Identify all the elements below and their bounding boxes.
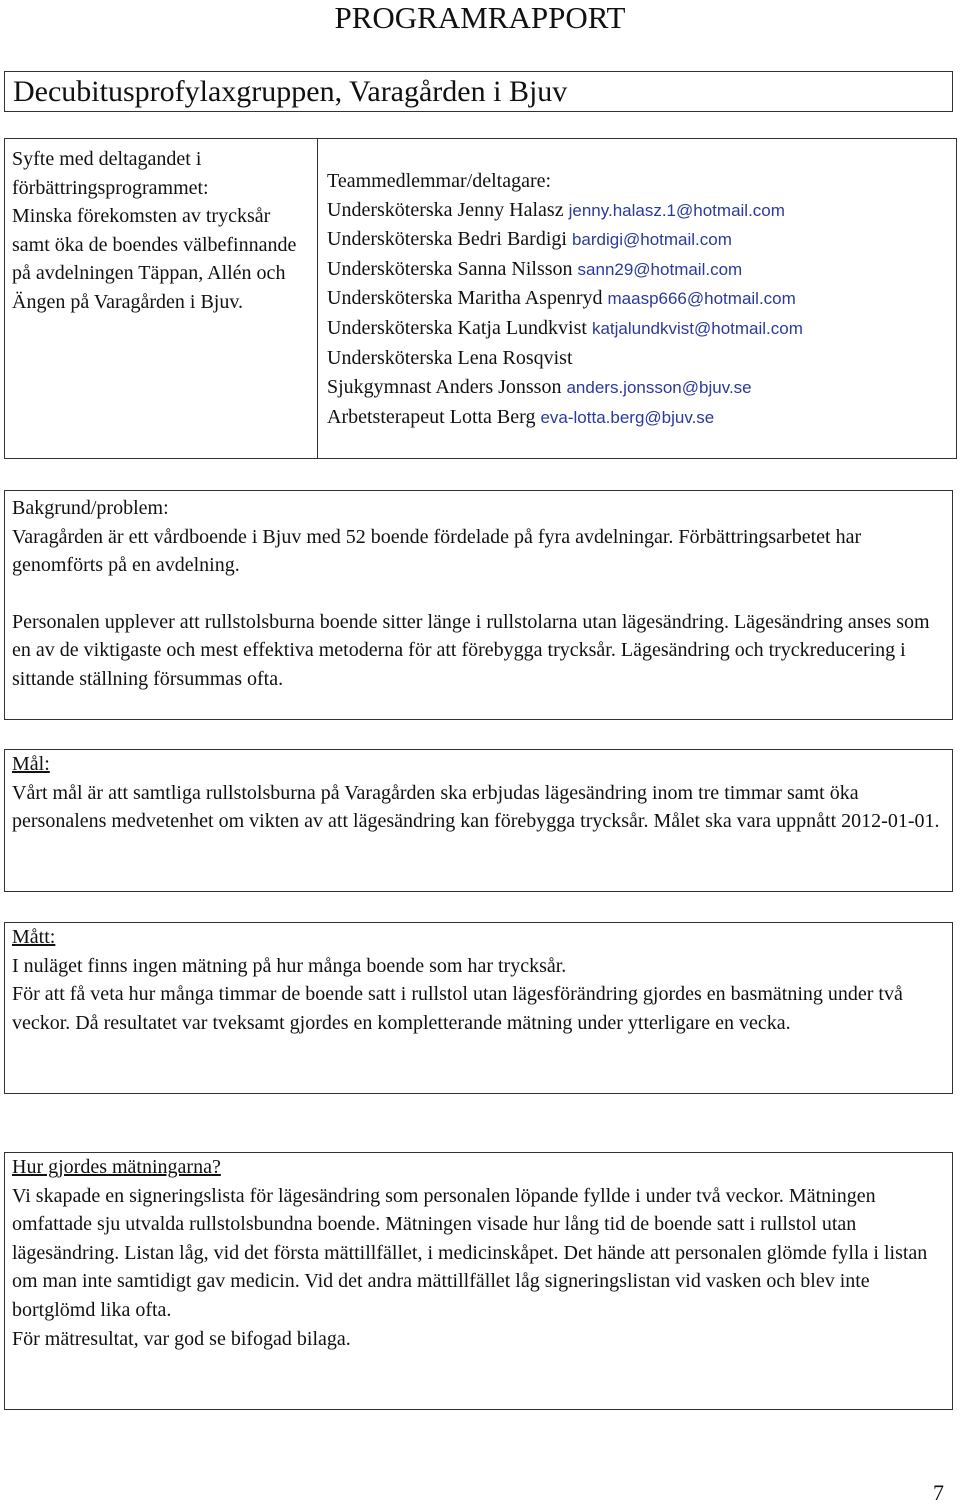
member-email-link[interactable]: maasp666@hotmail.com (607, 289, 796, 309)
goal-text: Vårt mål är att samtliga rullstolsburna på Varagården ska erbjudas lägesändring inom tre timmar samt öka personalens medvetenhet om vikten av att lägesändring kan förebygga trycksår. Målet ska vara uppnått 2012-01-01. (12, 781, 940, 833)
member-email-link[interactable]: bardigi@hotmail.com (571, 230, 732, 250)
member-name: Arbetsterapeut Lotta Berg (327, 405, 536, 428)
group-title: Decubitusprofylaxgruppen, Varagården i Bjuv (13, 75, 568, 108)
background-paragraph: Varagården är ett vårdboende i Bjuv med 52 boende fördelade på fyra avdelningar. Förbättringsarbetet har genomförts på en avdelning. (12, 525, 862, 577)
purpose-text: Minska förekomsten av trycksår samt öka de boendes välbefinnande på avdelningen Täppan, Allén och Ängen på Varagården i Bjuv. (12, 205, 297, 313)
member-name: Undersköterska Jenny Halasz (327, 198, 564, 221)
team-member-row (327, 344, 948, 374)
goal-box (4, 749, 953, 892)
method-box (4, 1152, 953, 1410)
team-member-row (327, 314, 948, 344)
team-member-row (327, 403, 948, 433)
page-number: 7 (933, 1480, 944, 1505)
team-member-row (327, 225, 948, 255)
member-email-link[interactable]: jenny.halasz.1@hotmail.com (568, 200, 785, 220)
purpose-team-box (4, 138, 957, 459)
member-email-link[interactable]: katjalundkvist@hotmail.com (591, 318, 803, 338)
method-heading: Hur gjordes mätningarna? (12, 1156, 221, 1178)
team-member-row (327, 255, 948, 285)
member-email-link[interactable]: eva-lotta.berg@bjuv.se (540, 407, 715, 427)
method-paragraph: För mätresultat, var god se bifogad bilaga. (12, 1327, 351, 1350)
background-paragraph: Personalen upplever att rullstolsburna boende sitter länge i rullstolarna utan lägesändring. Lägesändring anses som en av de viktigaste och mest effektiva metoderna för att förebygga trycksår. Lägesändring och tryckreducering i sittande ställning försummas ofta. (12, 610, 930, 690)
member-name: Undersköterska Katja Lundkvist (327, 316, 587, 339)
team-member-row (327, 196, 948, 226)
purpose-heading: Syfte med deltagandet i förbättringsprogrammet: (12, 148, 209, 199)
team-list (327, 196, 948, 433)
member-name: Undersköterska Sanna Nilsson (327, 257, 573, 280)
team-cell (318, 139, 956, 458)
member-email-link[interactable]: anders.jonsson@bjuv.se (566, 378, 752, 398)
team-member-row (327, 373, 948, 403)
member-email-link[interactable]: sann29@hotmail.com (577, 259, 743, 279)
member-name: Sjukgymnast Anders Jonsson (327, 376, 562, 399)
group-title-box (4, 71, 953, 112)
member-name: Undersköterska Lena Rosqvist (327, 346, 573, 369)
measure-box (4, 922, 953, 1094)
method-paragraph: Vi skapade en signeringslista för lägesändring som personalen löpande fyllde i under två veckor. Mätningen omfattade sju utvalda rullstolsbundna boende. Mätningen visade hur lång tid de boende satt i rullstol utan lägesändring. Listan låg, vid det första mättillfället, i medicinskåpet. Det hände att personalen glömde fylla i listan om man inte samtidigt gav medicin. Vid det andra mättillfället låg signeringslistan vid vasken och blev inte bortglömd lika ofta. (12, 1184, 928, 1321)
team-heading: Teammedlemmar/deltagare: (327, 170, 552, 192)
page-title: PROGRAMRAPPORT (334, 0, 626, 35)
measure-heading: Mått: (12, 926, 56, 948)
measure-paragraph: I nuläget finns ingen mätning på hur många boende som har trycksår. (12, 954, 567, 977)
background-box (4, 490, 953, 720)
purpose-cell (5, 139, 318, 458)
goal-heading: Mål: (12, 753, 50, 775)
team-member-row (327, 284, 948, 314)
member-name: Undersköterska Bedri Bardigi (327, 228, 567, 251)
member-name: Undersköterska Maritha Aspenryd (327, 287, 603, 310)
background-heading: Bakgrund/problem: (12, 497, 169, 519)
measure-paragraph: För att få veta hur många timmar de boende satt i rullstol utan lägesförändring gjordes en basmätning under två veckor. Då resultatet var tveksamt gjordes en kompletterande mätning under ytterligare en vecka. (12, 983, 903, 1034)
